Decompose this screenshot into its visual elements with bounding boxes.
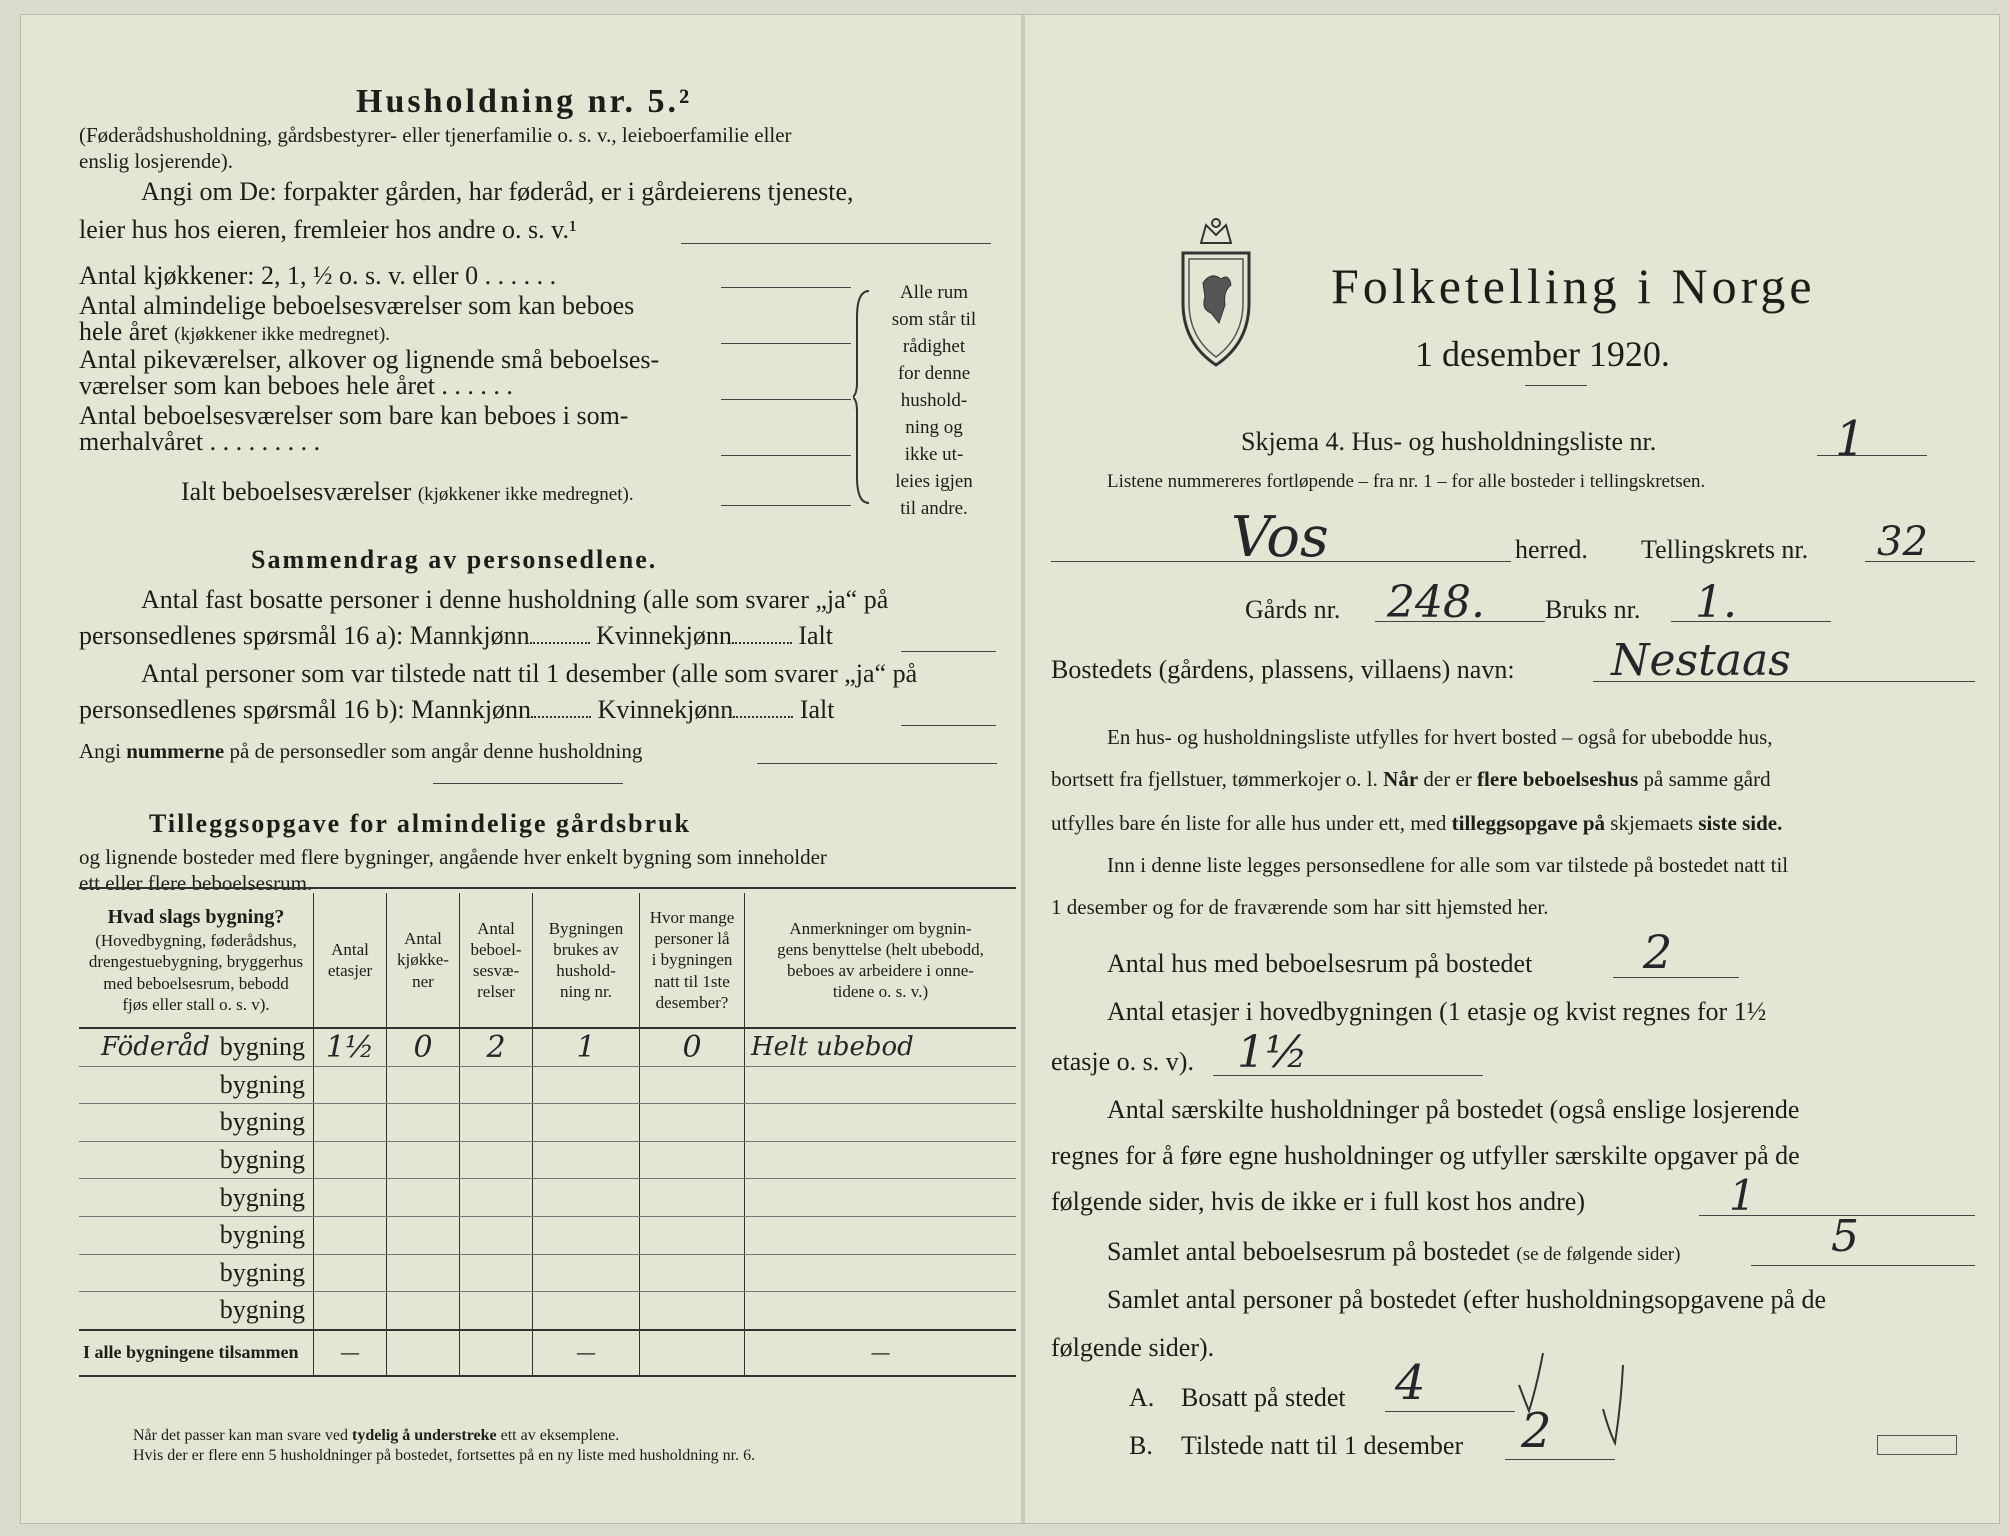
angi-answer-line [681, 243, 991, 244]
bracket-note: Alle rum som står til rådighet for denne hushold- ning og ikke ut- leies igjen til andre. [891, 282, 977, 519]
present-total-label: Ialt [799, 695, 835, 724]
col-rooms: Antal beboel- sesvæ- relser [460, 893, 533, 1028]
kitchens-answer-line [721, 287, 851, 288]
summer-rooms-answer-line [721, 455, 851, 456]
summary-heading: Sammendrag av personsedlene. [251, 545, 658, 574]
separate-households-3: følgende sider, hvis de ikke er i full kost hos andre) [1051, 1187, 1585, 1216]
angi-line-1: Angi om De: forpakter gården, har føderåd, er i gårdeierens tjeneste, [141, 177, 854, 206]
holding-no-label: Bruks nr. [1545, 595, 1641, 624]
check-marks-icon [1511, 1345, 1651, 1465]
row-floors: 1½ [314, 1028, 387, 1066]
place-name-value: Nestaas [1611, 635, 1791, 686]
census-title: Folketelling i Norge [1331, 258, 1816, 314]
total-rooms-label: Ialt beboelsesværelser [181, 477, 412, 506]
total-rooms-right-label: Samlet antal beboelsesrum på bostedet [1107, 1237, 1510, 1266]
row-household-no: 1 [533, 1028, 640, 1066]
supplement-sub-2: ett eller flere beboelsesrum. [79, 871, 313, 895]
col-remarks: Anmerkninger om bygnin- gens benyttelse (helt ubebodd, beboes av arbeidere i onne- tidene o. s. v.) [745, 893, 1017, 1028]
numbers-answer-line [757, 763, 997, 764]
row-building-type: Föderåd [101, 1032, 210, 1063]
houses-value: 2 [1643, 925, 1673, 979]
total-rooms-right-value: 5 [1831, 1211, 1859, 1262]
separate-households-value: 1 [1729, 1171, 1756, 1220]
table-row [79, 1028, 1016, 1066]
present-b-label: B. [1129, 1431, 1153, 1460]
table-row: bygning [79, 1066, 1016, 1104]
maid-rooms-label-2: værelser som kan beboes hele året . . . . . . [79, 371, 513, 400]
present-b-value: 2 [1521, 1403, 1552, 1459]
separator-rule [433, 783, 623, 784]
resident-line-1: Antal fast bosatte personer i denne husholdning (alle som svarer „ja“ på [141, 585, 889, 614]
maid-rooms-answer-line [721, 399, 851, 400]
table-row: bygning [79, 1179, 1016, 1217]
maid-rooms-label: Antal pikeværelser, alkover og lignende små beboelses- [79, 345, 660, 374]
ordinary-rooms-note: (kjøkkener ikke medregnet). [174, 324, 391, 345]
instructions-2b: 1 desember og for de fraværende som har sitt hjemsted her. [1051, 895, 1549, 919]
numbering-note: Listene nummereres fortløpende – fra nr. 1 – for alle bosteder i tellingskretsen. [1107, 471, 1706, 492]
census-date: 1 desember 1920. [1415, 334, 1670, 374]
table-total-row: I alle bygningene tilsammen — — — [79, 1330, 1016, 1376]
farm-no-label: Gårds nr. [1245, 595, 1341, 624]
numbers-bold: nummerne [126, 739, 225, 763]
household-title: Husholdning nr. 5.² [356, 83, 693, 120]
separate-households-1: Antal særskilte husholdninger på bostedet (også enslige losjerende [1107, 1095, 1800, 1124]
instructions-1c: utfylles bare én liste for alle hus under ett, med tilleggsopgave på skjemaets siste side. [1051, 811, 1783, 835]
buildings-table [79, 893, 1016, 1377]
bracket [853, 287, 873, 507]
district-label: Tellingskrets nr. [1641, 535, 1809, 564]
col-building-type: Hvad slags bygning? (Hovedbygning, føderådshus, drengestuebygning, bryggerhus med beboelsesrum, bebodd fjøs eller stall o. s. v). [79, 893, 314, 1028]
col-floors: Antal etasjer [314, 893, 387, 1028]
resident-total-label: Ialt [798, 621, 834, 650]
resident-a-label: A. [1129, 1383, 1155, 1412]
table-row: bygning [79, 1216, 1016, 1254]
col-kitchens: Antal kjøkke- ner [387, 893, 460, 1028]
numbers-pre: Angi [79, 739, 127, 763]
schema-label: Skjema 4. Hus- og husholdningsliste nr. [1241, 427, 1657, 456]
row-label: bygning [219, 1032, 305, 1062]
footnote-2: Hvis der er flere enn 5 husholdninger på bostedet, fortsettes på en ny liste med husholdning nr. 6. [133, 1447, 756, 1464]
present-female-label: Kvinnekjønn [597, 695, 734, 724]
printer-stamp [1877, 1435, 1957, 1455]
herred-value: Vos [1231, 505, 1329, 570]
place-name-label: Bostedets (gårdens, plassens, villaens) navn: [1051, 655, 1515, 684]
table-row: bygning [79, 1104, 1016, 1142]
summer-rooms-label: Antal beboelsesværelser som bare kan beboes i som- [79, 401, 629, 430]
resident-male-label: personsedlenes spørsmål 16 a): Mannkjønn [79, 621, 530, 650]
instructions-1b: bortsett fra fjellstuer, tømmerkojer o. l. Når der er flere beboelseshus på samme gård [1051, 767, 1771, 791]
total-persons-1: Samlet antal personer på bostedet (efter husholdningsopgavene på de [1107, 1285, 1827, 1314]
district-value: 32 [1877, 519, 1928, 565]
floors-label-2: etasje o. s. v). [1051, 1047, 1194, 1076]
supplement-sub-1: og lignende bosteder med flere bygninger, angående hver enkelt bygning som inneholder [79, 845, 827, 869]
right-page [1031, 15, 1999, 1523]
household-intro-2: enslig losjerende). [79, 149, 233, 173]
resident-female-label: Kvinnekjønn [596, 621, 732, 650]
supplement-heading: Tilleggsopgave for almindelige gårdsbruk [149, 809, 692, 838]
angi-line-2: leier hus hos eieren, fremleier hos andre o. s. v.¹ [79, 215, 577, 244]
table-top-rule [79, 887, 1016, 889]
farm-no-value: 248. [1387, 577, 1485, 628]
resident-a-value: 4 [1395, 1355, 1426, 1411]
present-male-label: personsedlenes spørsmål 16 b): Mannkjønn [79, 695, 532, 724]
houses-label: Antal hus med beboelsesrum på bostedet [1107, 949, 1533, 978]
title-rule [1525, 385, 1587, 386]
summer-rooms-label-2: merhalvåret . . . . . . . . . [79, 427, 321, 456]
list-number-value: 1 [1835, 411, 1866, 467]
norway-coat-of-arms-icon [1171, 213, 1261, 373]
census-sheet [20, 14, 2000, 1524]
herred-label: herred. [1515, 535, 1588, 564]
total-persons-2: følgende sider). [1051, 1333, 1215, 1362]
floors-label-1: Antal etasjer i hovedbygningen (1 etasje og kvist regnes for 1½ [1107, 997, 1767, 1026]
row-kitchens: 0 [387, 1028, 460, 1066]
footnote-1: Når det passer kan man svare ved tydelig å understreke ett av eksemplene. [133, 1427, 620, 1444]
col-household-no: Bygningen brukes av hushold- ning nr. [533, 893, 640, 1028]
col-persons: Hvor mange personer lå i bygningen natt til 1ste desember? [640, 893, 745, 1028]
floors-value: 1½ [1237, 1027, 1308, 1078]
total-rooms-answer-line [721, 505, 851, 506]
household-intro: (Føderådshusholdning, gårdsbestyrer- eller tjenerfamilie o. s. v., leieboerfamilie eller [79, 123, 792, 147]
total-label: I alle bygningene tilsammen [79, 1330, 314, 1376]
table-row: bygning [79, 1254, 1016, 1292]
table-row: bygning [79, 1292, 1016, 1330]
total-rooms-note: (kjøkkener ikke medregnet). [417, 484, 634, 505]
resident-total-line [901, 651, 996, 652]
row-rooms: 2 [460, 1028, 533, 1066]
table-row: bygning [79, 1141, 1016, 1179]
row-persons: 0 [640, 1028, 745, 1066]
ordinary-rooms-label-2: hele året [79, 317, 168, 346]
numbers-post: på de personsedler som angår denne husholdning [224, 739, 643, 763]
instructions-2a: Inn i denne liste legges personsedlene for alle som var tilstede på bostedet natt til [1107, 853, 1789, 877]
ordinary-rooms-answer-line [721, 343, 851, 344]
kitchens-label: Antal kjøkkener: 2, 1, ½ o. s. v. eller 0 . . . . . . [79, 261, 557, 290]
separate-households-2: regnes for å føre egne husholdninger og utfyller særskilte opgaver på de [1051, 1141, 1800, 1170]
holding-no-value: 1. [1695, 577, 1737, 628]
ordinary-rooms-label: Antal almindelige beboelsesværelser som kan beboes [79, 291, 635, 320]
left-page [41, 15, 1041, 1523]
present-line-1: Antal personer som var tilstede natt til 1 desember (alle som svarer „ja“ på [141, 659, 918, 688]
resident-a-text: Bosatt på stedet [1181, 1383, 1346, 1412]
present-total-line [901, 725, 996, 726]
instructions-1a: En hus- og husholdningsliste utfylles for hvert bosted – også for ubebodde hus, [1107, 725, 1773, 749]
row-remarks: Helt ubebod [745, 1028, 1017, 1066]
total-rooms-right-note: (se de følgende sider) [1516, 1244, 1681, 1265]
present-b-text: Tilstede natt til 1 desember [1181, 1431, 1464, 1460]
